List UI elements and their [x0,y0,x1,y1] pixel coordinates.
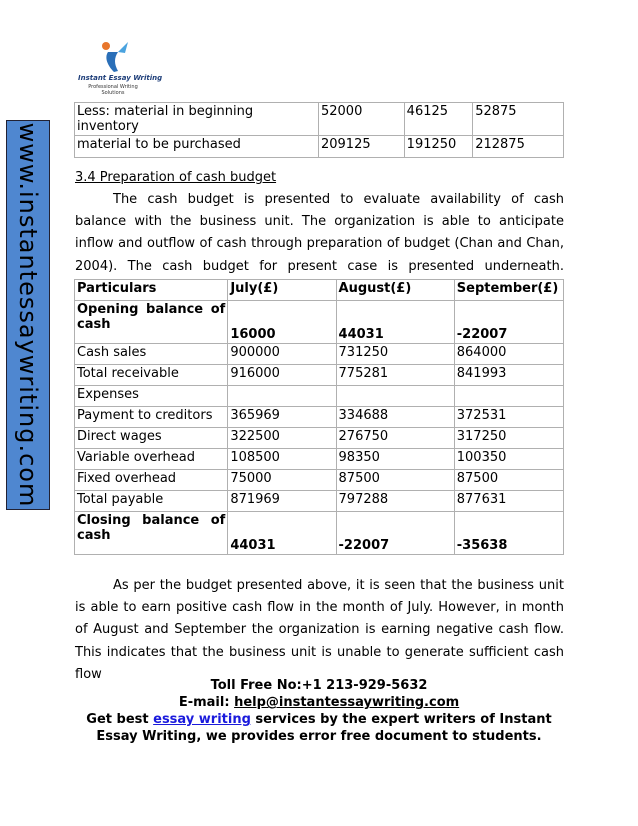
company-logo [78,40,163,98]
table-row: material to be purchased 209125 191250 212875 [75,136,564,158]
writer-figure-icon [78,40,148,74]
website-sidebar-banner [6,120,50,510]
essay-writing-link[interactable]: essay writing [153,712,251,727]
promo-line-2: Essay Writing, we provides error free document to students. [96,729,542,744]
table-row: Direct wages 322500 276750 317250 [75,428,564,449]
toll-free-number: Toll Free No:+1 213-929-5632 [210,678,428,693]
section-heading: 3.4 Preparation of cash budget [75,170,277,185]
table-row: Payment to creditors 365969 334688 372531 [75,407,564,428]
email-link[interactable]: help@instantessaywriting.com [234,695,460,710]
table-row: Cash sales 900000 731250 864000 [75,344,564,365]
opening-balance-label: Opening balance of cash [75,301,228,344]
cash-budget-table [74,279,564,555]
material-table [74,102,564,158]
table-row: Fixed overhead 75000 87500 87500 [75,470,564,491]
promo-line: Get best essay writing services by the expert writers of Instant [86,712,552,727]
email-line: E-mail: help@instantessaywriting.com [178,695,460,710]
closing-balance-label: Closing balance of cash [75,512,228,555]
table-header-row: Particulars July(£) August(£) September(£) [75,280,564,301]
website-url: www.instantessaywriting.com [14,122,42,508]
table-row: Variable overhead 108500 98350 100350 [75,449,564,470]
logo-brand-text: Instant Essay Writing [78,74,163,82]
table-row: Less: material in beginning inventory 52000 46125 52875 [75,103,564,136]
logo-tagline: Professional Writing Solutions [88,84,138,96]
table-row: Closing balance of cash 44031 -22007 -35638 [75,512,564,555]
page-footer [0,677,638,745]
table-row: Expenses [75,386,564,407]
intro-paragraph: The cash budget is presented to evaluate availability of cash balance with the business unit. The organization is able to anticipate inflow and outflow of cash through preparation of budget (Chan and Chan, 2004). The cash budget for present case is presented underneath. [75,192,564,274]
table-row: Opening balance of cash 16000 44031 -22007 [75,301,564,344]
conclusion-paragraph: As per the budget presented above, it is seen that the business unit is able to earn positive cash flow in the month of July. However, in month of August and September the organization is earning negative cash flow. This indicates that the business unit is unable to generate sufficient cash flow [75,578,564,682]
table-row: Total payable 871969 797288 877631 [75,491,564,512]
table-row: Total receivable 916000 775281 841993 [75,365,564,386]
